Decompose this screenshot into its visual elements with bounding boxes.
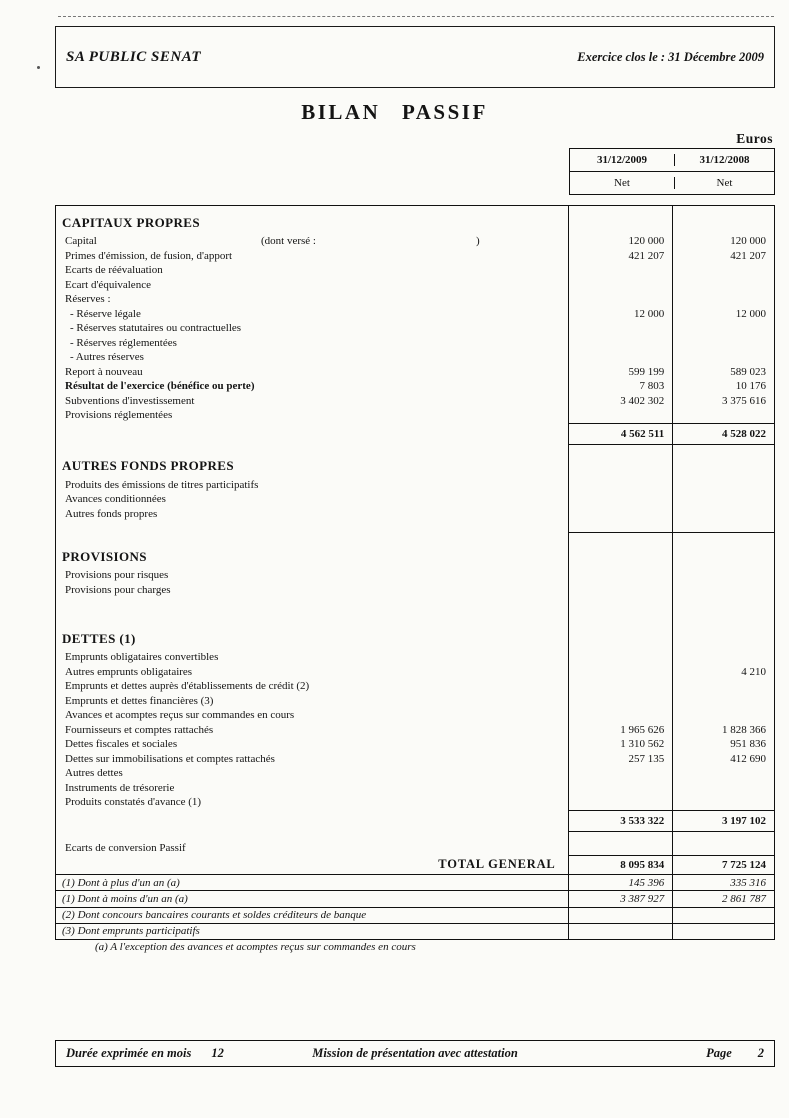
value-2008 — [672, 336, 774, 351]
value-2008 — [672, 568, 774, 583]
value-2008: 335 316 — [672, 875, 774, 890]
value-2008: 2 861 787 — [672, 891, 774, 906]
value-2008 — [672, 455, 774, 478]
row-label: Provisions réglementées — [65, 409, 173, 422]
value-2008 — [672, 445, 774, 455]
item-row — [56, 234, 774, 249]
value-2008 — [672, 832, 774, 841]
item-row — [56, 263, 774, 278]
item-row — [56, 723, 774, 738]
value-2008: 589 023 — [672, 365, 774, 380]
value-2008 — [672, 841, 774, 856]
value-2008 — [672, 795, 774, 810]
row-label: Dettes fiscales et sociales — [65, 738, 178, 751]
row-label: Primes d'émission, de fusion, d'apport — [65, 249, 233, 262]
value-2009 — [568, 597, 673, 627]
value-2008: 12 000 — [672, 307, 774, 322]
row-label: Emprunts et dettes auprès d'établissements de crédit (2) — [65, 680, 310, 693]
value-2009: 1 310 562 — [568, 737, 673, 752]
value-2009 — [568, 292, 673, 307]
value-2009 — [568, 350, 673, 365]
value-2009 — [568, 278, 673, 293]
value-2008 — [672, 924, 774, 939]
value-2008 — [672, 597, 774, 627]
row-label: (3) Dont emprunts participatifs — [62, 925, 200, 938]
value-2009: 7 803 — [568, 379, 673, 394]
item-row — [56, 365, 774, 380]
row-label: Report à nouveau — [65, 365, 143, 378]
footer-mission: Mission de présentation avec attestation — [312, 1046, 518, 1060]
value-2008 — [672, 650, 774, 665]
row-label: Avances et acomptes reçus sur commandes en cours — [65, 709, 295, 722]
value-2008 — [672, 627, 774, 650]
footer-duration-value: 12 — [211, 1046, 224, 1060]
footer-page-label: Page — [706, 1046, 732, 1060]
value-2009: 257 135 — [568, 752, 673, 767]
value-2009 — [568, 507, 673, 522]
column-header-dates — [570, 149, 774, 172]
value-2009: 599 199 — [568, 365, 673, 380]
value-2008 — [672, 694, 774, 709]
section-row — [56, 211, 774, 234]
row-label: - Réserves statutaires ou contractuelles — [70, 322, 242, 335]
row-label: Ecart d'équivalence — [65, 278, 151, 291]
section-row — [56, 545, 774, 568]
item-row — [56, 478, 774, 493]
row-label: - Réserves réglementées — [70, 336, 177, 349]
value-2008 — [672, 321, 774, 336]
value-2009 — [568, 263, 673, 278]
value-2009: 120 000 — [568, 234, 673, 249]
value-2008: 120 000 — [672, 234, 774, 249]
net-label-2008: Net — [674, 177, 774, 189]
value-2009 — [568, 708, 673, 723]
column-header-2008: 31/12/2008 — [674, 154, 774, 166]
sub-row — [56, 350, 774, 365]
row-label: Autres dettes — [65, 767, 123, 780]
value-2009: 12 000 — [568, 307, 673, 322]
footnote-row — [56, 874, 774, 890]
row-label: Emprunts et dettes financières (3) — [65, 694, 214, 707]
subtotal-row — [56, 423, 774, 445]
value-2009 — [568, 795, 673, 810]
value-2009 — [568, 521, 673, 533]
document-title: BILAN PASSIF — [301, 100, 488, 124]
value-2008: 421 207 — [672, 249, 774, 264]
spacer-row — [56, 533, 774, 545]
value-2008: 951 836 — [672, 737, 774, 752]
row-label: Avances conditionnées — [65, 493, 166, 506]
row-label: Résultat de l'exercice (bénéfice ou perte) — [65, 380, 255, 393]
row-label: Ecarts de conversion Passif — [65, 841, 186, 854]
item-row — [56, 394, 774, 409]
footer-duration-label: Durée exprimée en mois — [66, 1046, 192, 1060]
value-2009 — [568, 478, 673, 493]
item-row — [56, 583, 774, 598]
row-label-note: (dont versé : — [261, 235, 316, 248]
value-2009 — [568, 694, 673, 709]
value-2009 — [568, 924, 673, 939]
footer-page-value: 2 — [757, 1046, 764, 1060]
footer-bar — [55, 1040, 775, 1067]
value-2008: 3 197 102 — [672, 810, 774, 832]
item-row — [56, 278, 774, 293]
value-2009 — [568, 408, 673, 423]
row-label: Produits des émissions de titres participatifs — [65, 478, 259, 491]
item-row — [56, 679, 774, 694]
row-label: - Autres réserves — [70, 351, 144, 364]
sub-row — [56, 307, 774, 322]
bold-row — [56, 379, 774, 394]
value-2009 — [568, 445, 673, 455]
row-label: - Réserve légale — [70, 307, 141, 320]
row-label: Emprunts obligataires convertibles — [65, 651, 219, 664]
value-2008 — [672, 545, 774, 568]
value-2009 — [568, 650, 673, 665]
item-row — [56, 292, 774, 307]
sub-row — [56, 321, 774, 336]
value-2008 — [672, 278, 774, 293]
value-2008 — [672, 766, 774, 781]
value-2009 — [568, 832, 673, 841]
scan-artifact-line — [58, 16, 774, 17]
total-row — [56, 855, 774, 874]
value-2009: 421 207 — [568, 249, 673, 264]
value-2009 — [568, 841, 673, 856]
row-label: AUTRES FONDS PROPRES — [62, 458, 234, 473]
rule-row — [56, 521, 774, 533]
value-2008 — [672, 478, 774, 493]
row-label: Capital (dont versé : ) — [65, 235, 480, 248]
header-box — [55, 26, 775, 88]
row-label: Produits constatés d'avance (1) — [65, 796, 202, 809]
row-label: Dettes sur immobilisations et comptes rattachés — [65, 752, 275, 765]
value-2008 — [672, 521, 774, 533]
value-2008: 4 528 022 — [672, 423, 774, 445]
row-label: Provisions pour charges — [65, 583, 171, 596]
value-2008 — [672, 292, 774, 307]
value-2008 — [672, 211, 774, 234]
value-2009 — [568, 321, 673, 336]
item-row — [56, 694, 774, 709]
value-2009: 145 396 — [568, 875, 673, 890]
value-2009 — [568, 908, 673, 923]
row-label: CAPITAUX PROPRES — [62, 214, 200, 230]
item-row — [56, 752, 774, 767]
item-row — [56, 568, 774, 583]
value-2009 — [568, 455, 673, 478]
value-2008 — [672, 679, 774, 694]
value-2008: 7 725 124 — [672, 855, 774, 874]
closing-date: Exercice clos le : 31 Décembre 2009 — [577, 49, 764, 64]
item-row — [56, 795, 774, 810]
spacer-row — [56, 597, 774, 627]
value-2009 — [568, 211, 673, 234]
row-label: Ecarts de réévaluation — [65, 264, 163, 277]
footer-duration — [66, 1046, 224, 1061]
item-row — [56, 781, 774, 796]
item-row — [56, 650, 774, 665]
row-label: Autres emprunts obligataires — [65, 665, 193, 678]
section-row — [56, 455, 774, 478]
sub-row — [56, 336, 774, 351]
row-label: Fournisseurs et comptes rattachés — [65, 723, 214, 736]
row-label: TOTAL GENERAL — [438, 857, 556, 871]
item-row — [56, 708, 774, 723]
value-2008 — [672, 408, 774, 423]
scan-artifact-dot — [37, 66, 40, 69]
column-header-net — [570, 172, 774, 194]
row-label-note-close: ) — [476, 235, 480, 248]
value-2009: 4 562 511 — [568, 423, 673, 445]
spacer-row — [56, 445, 774, 455]
footnote-row — [56, 890, 774, 906]
footnote-row — [56, 907, 774, 923]
value-2009 — [568, 336, 673, 351]
value-2009 — [568, 545, 673, 568]
value-2009 — [568, 533, 673, 545]
section-row — [56, 627, 774, 650]
value-2009 — [568, 766, 673, 781]
item-row — [56, 766, 774, 781]
row-label: (2) Dont concours bancaires courants et soldes créditeurs de banque — [62, 909, 367, 922]
value-2008 — [672, 781, 774, 796]
footer-page — [706, 1046, 764, 1061]
value-2009: 3 402 302 — [568, 394, 673, 409]
company-name: SA PUBLIC SENAT — [66, 48, 202, 65]
row-label: Provisions pour risques — [65, 569, 169, 582]
subtotal-row — [56, 810, 774, 832]
item-row — [56, 249, 774, 264]
row-label: (1) Dont à plus d'un an (a) — [62, 876, 180, 889]
value-2008: 4 210 — [672, 665, 774, 680]
value-2009: 3 533 322 — [568, 810, 673, 832]
spacer-row — [56, 832, 774, 841]
item-row — [56, 665, 774, 680]
row-label: PROVISIONS — [62, 548, 147, 564]
item-row — [56, 737, 774, 752]
value-2009 — [568, 679, 673, 694]
value-2008 — [672, 533, 774, 545]
value-2008 — [672, 583, 774, 598]
footnote-row — [56, 923, 774, 940]
value-2009 — [568, 583, 673, 598]
value-2009: 8 095 834 — [568, 855, 673, 874]
value-2008: 10 176 — [672, 379, 774, 394]
row-label: DETTES (1) — [62, 630, 136, 646]
value-2009 — [568, 627, 673, 650]
column-header-2009: 31/12/2009 — [596, 154, 648, 166]
value-2009: 3 387 927 — [568, 891, 673, 906]
item-row — [56, 841, 774, 856]
value-2008 — [672, 492, 774, 507]
value-2009 — [568, 492, 673, 507]
net-label-2009: Net — [614, 177, 630, 189]
value-2008 — [672, 708, 774, 723]
row-label: Instruments de trésorerie — [65, 781, 175, 794]
balance-table — [55, 205, 775, 940]
footnote-a: (a) A l'exception des avances et acomptes reçus sur commandes en cours — [95, 941, 416, 953]
value-2009 — [568, 568, 673, 583]
value-2009: 1 965 626 — [568, 723, 673, 738]
value-2009 — [568, 781, 673, 796]
value-2008: 3 375 616 — [672, 394, 774, 409]
item-row — [56, 408, 774, 423]
item-row — [56, 507, 774, 522]
value-2008 — [672, 507, 774, 522]
row-label: Autres fonds propres — [65, 507, 158, 520]
value-2008 — [672, 263, 774, 278]
currency-label: Euros — [736, 131, 773, 146]
column-headers — [569, 148, 775, 195]
row-label: Réserves : — [65, 293, 111, 306]
value-2008 — [672, 350, 774, 365]
value-2009 — [568, 665, 673, 680]
value-2008: 412 690 — [672, 752, 774, 767]
value-2008: 1 828 366 — [672, 723, 774, 738]
row-label: Subventions d'investissement — [65, 394, 195, 407]
value-2008 — [672, 908, 774, 923]
row-label: (1) Dont à moins d'un an (a) — [62, 892, 188, 905]
item-row — [56, 492, 774, 507]
